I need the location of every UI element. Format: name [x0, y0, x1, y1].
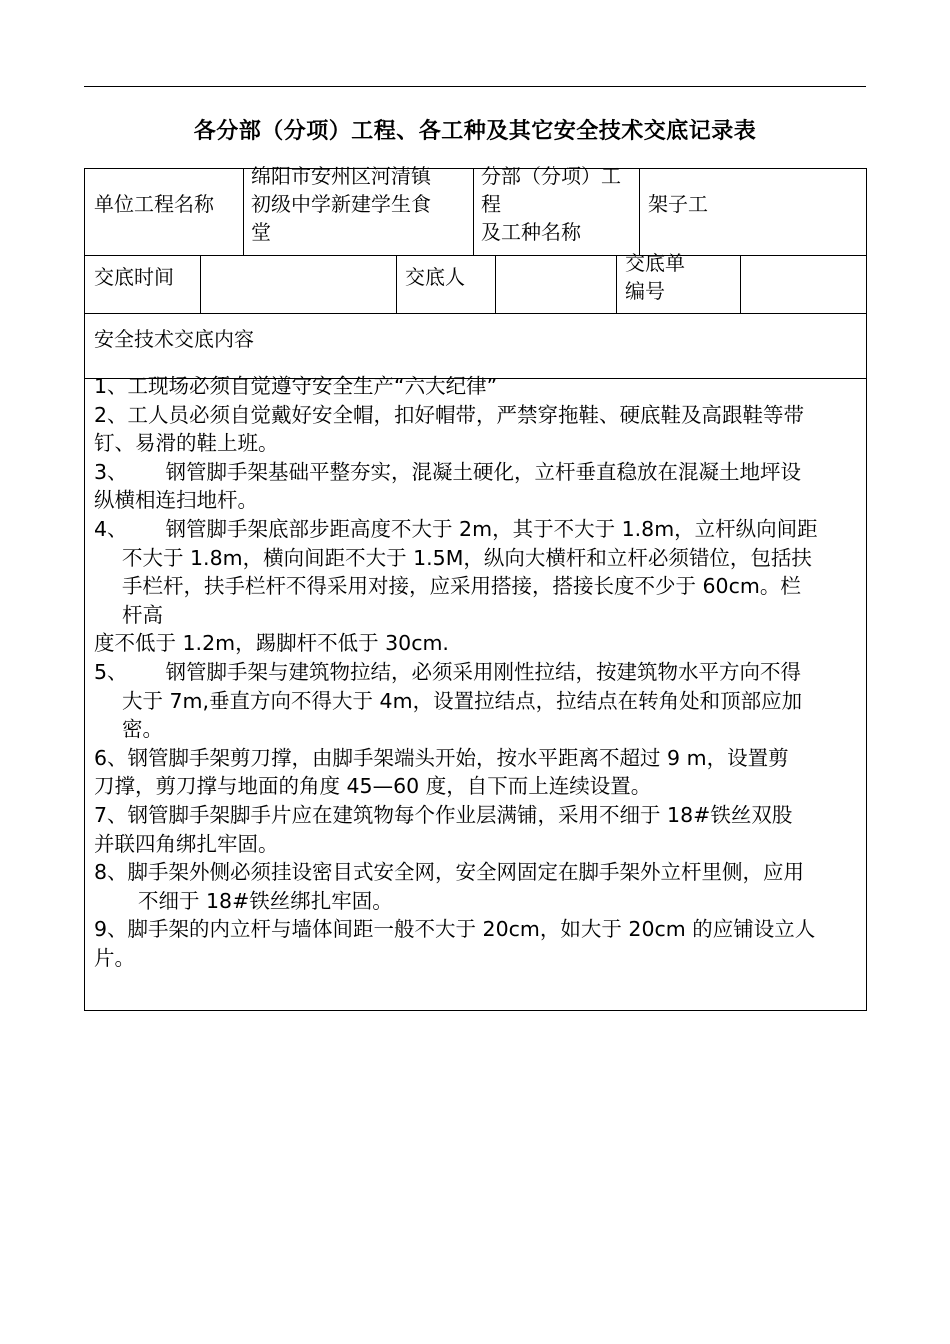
top-rule — [84, 86, 866, 87]
item-1: 1、工现场必须自觉遵守安全生产“六大纪律” — [94, 374, 498, 398]
table-border-right — [866, 168, 867, 1011]
col-divider-r2-1 — [200, 255, 201, 314]
unit-name-value — [251, 162, 431, 246]
handover-number-label — [625, 249, 685, 305]
col-divider-r2-3 — [495, 255, 496, 314]
item-9-line-2: 片。 — [94, 945, 135, 970]
col-divider-r2-5 — [740, 255, 741, 314]
item-6-line-1: 6、钢管脚手架剪刀撑，由脚手架端头开始，按水平距离不超过 9 m，设置剪 — [94, 745, 789, 770]
row-divider-2 — [84, 313, 867, 314]
sub-project-label-line-3: 及工种名称 — [481, 220, 581, 244]
table-border-left — [84, 168, 85, 1011]
item-4-line-1 — [94, 515, 858, 544]
item-5-number: 5、 — [94, 659, 128, 684]
item-8-line-1: 8、脚手架外侧必须挂设密目式安全网，安全网固定在脚手架外立杆里侧，应用 — [94, 860, 805, 885]
item-5-text: 钢管脚手架与建筑物拉结，必须采用刚性拉结，按建筑物水平方向不得 — [165, 659, 802, 684]
unit-name-line-1: 绵阳市安州区河清镇 — [251, 164, 431, 188]
row-divider-1 — [84, 255, 867, 256]
col-divider-r1-2 — [473, 168, 474, 256]
sub-project-label — [481, 162, 621, 246]
unit-name-line-2: 初级中学新建学生食 — [251, 192, 431, 216]
item-3-text: 钢管脚手架基础平整夯实，混凝土硬化，立杆垂直稳放在混凝土地坪设 — [165, 459, 802, 484]
item-7-line-2: 并联四角绑扎牢固。 — [94, 831, 279, 856]
item-2-line-1: 2、工人员必须自觉戴好安全帽，扣好帽带，严禁穿拖鞋、硬底鞋及高跟鞋等带 — [94, 402, 805, 427]
handover-number-label-line-1: 交底单 — [625, 251, 685, 275]
item-4-line-5: 度不低于 1.2m，踢脚杆不低于 30cm. — [94, 631, 449, 656]
sub-project-label-line-1: 分部（分项）工 — [481, 164, 621, 188]
sub-project-value: 架子工 — [648, 192, 708, 216]
safety-content — [94, 372, 858, 972]
item-8-line-2: 不细于 18#铁丝绑扎牢固。 — [138, 888, 393, 913]
sub-project-label-line-2: 程 — [481, 192, 501, 216]
col-divider-r2-4 — [616, 255, 617, 314]
item-5-line-3: 密。 — [122, 717, 163, 742]
col-divider-r1-1 — [243, 168, 244, 256]
item-3-line-2: 纵横相连扫地杆。 — [94, 488, 258, 513]
unit-name-line-3: 堂 — [251, 220, 271, 244]
item-2-line-2: 钉、易滑的鞋上班。 — [94, 431, 279, 456]
item-7-line-1: 7、钢管脚手架脚手片应在建筑物每个作业层满铺，采用不细于 18#铁丝双股 — [94, 802, 793, 827]
item-3-number: 3、 — [94, 459, 128, 484]
page-title: 各分部（分项）工程、各工种及其它安全技术交底记录表 — [193, 119, 757, 144]
handover-number-label-line-2: 编号 — [625, 279, 665, 303]
item-9-line-1: 9、脚手架的内立杆与墙体间距一般不大于 20cm，如大于 20cm 的应铺设立人 — [94, 917, 816, 942]
item-5-line-1 — [94, 658, 858, 687]
col-divider-r1-3 — [639, 168, 640, 256]
unit-name-label: 单位工程名称 — [94, 192, 214, 216]
handover-person-label: 交底人 — [405, 265, 465, 289]
item-4-line-3: 手栏杆，扶手栏杆不得采用对接，应采用搭接，搭接长度不少于 60cm。栏 — [122, 574, 801, 599]
table-border-bottom — [84, 1010, 867, 1011]
item-4-line-2: 不大于 1.8m，横向间距不大于 1.5M，纵向大横杆和立杆必须错位，包括扶 — [122, 545, 812, 570]
item-4-number: 4、 — [94, 516, 128, 541]
handover-time-label: 交底时间 — [94, 265, 174, 289]
table-border-top — [84, 168, 867, 169]
item-3-line-1 — [94, 458, 858, 487]
item-4-text: 钢管脚手架底部步距高度不大于 2m，其于不大于 1.8m，立杆纵向间距 — [165, 516, 818, 541]
col-divider-r2-2 — [396, 255, 397, 314]
item-5-line-2: 大于 7m,垂直方向不得大于 4m，设置拉结点，拉结点在转角处和顶部应加 — [122, 688, 803, 713]
item-4-line-4: 杆高 — [122, 602, 163, 627]
content-label: 安全技术交底内容 — [94, 327, 254, 351]
item-6-line-2: 刀撑，剪刀撑与地面的角度 45—60 度，自下而上连续设置。 — [94, 774, 652, 799]
